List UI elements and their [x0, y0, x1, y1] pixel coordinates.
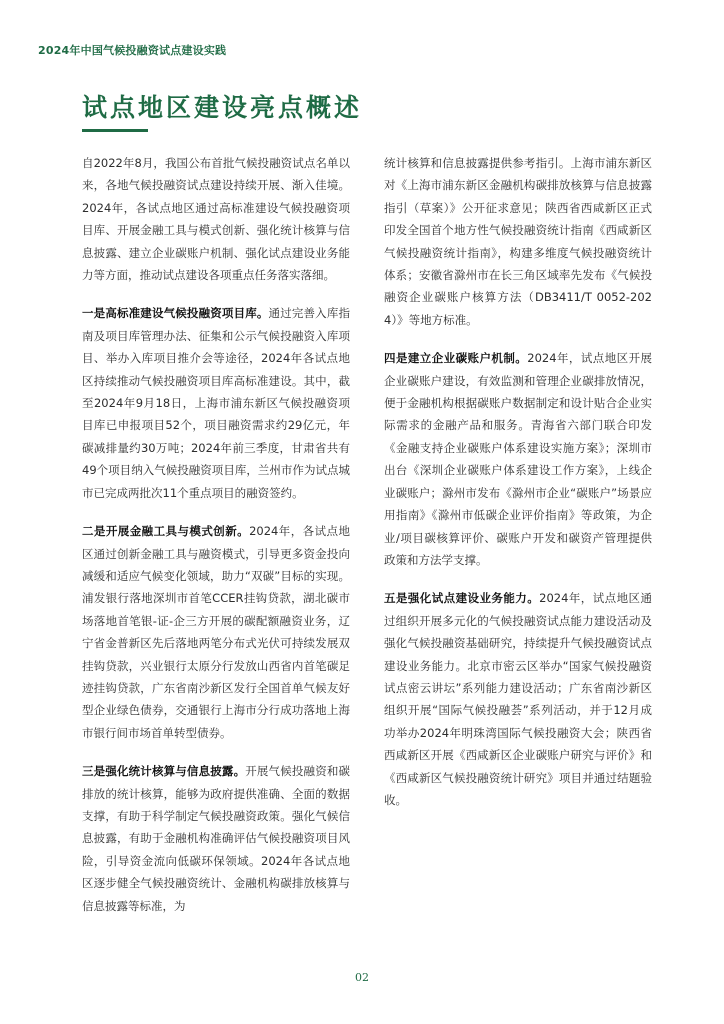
section-body: 开展气候投融资和碳排放的统计核算，能够为政府提供准确、全面的数据支撑，有助于科学制定气候投融资政策。强化气候信息披露，有助于金融机构准确评估气候投融资项目风险，引导资金流向低碳环保领域。2024年各试点地区逐步健全气候投融资统计、金融机构碳排放核算与信息披露等标准，为: [82, 764, 351, 913]
section-body: 通过完善入库指南及项目库管理办法、征集和公示气候投融资入库项目、举办入库项目推介会等途径，2024年各试点地区持续推动气候投融资项目库高标准建设。其中，截至2024年9月18日，上海市浦东新区气候投融资项目库已申报项目52个，项目融资需求约29亿元，年碳减排量约30万吨；2024年前三季度，甘肃省共有49个项目纳入气候投融资项目库，兰州市作为试点城市已完成两批次11个重点项目的融资签约。: [82, 306, 351, 500]
page-title: 试点地区建设亮点概述: [82, 93, 363, 122]
section-body: 2024年，试点地区通过组织开展多元化的气候投融资试点能力建设活动及强化气候投融资基础研究，持续提升气候投融资试点建设业务能力。北京市密云区举办“国家气候投融资试点密云讲坛”系列能力建设活动；广东省南沙新区组织开展“国际气候投融荟”系列活动，并于12月成功举办2024年明珠湾国际气候投融资大会；陕西省西咸新区开展《西咸新区企业碳账户研究与评价》和《西咸新区气候投融资统计研究》项目并通过结题验收。: [384, 591, 652, 807]
section-paragraph: [384, 587, 652, 811]
continued-paragraph: 统计核算和信息披露提供参考指引。上海市浦东新区对《上海市浦东新区金融机构碳排放核算与信息披露指引（草案）》公开征求意见；陕西省西咸新区正式印发全国首个地方性气候投融资统计指南《西咸新区气候投融资统计指南》，构建多维度气候投融资统计体系；安徽省滁州市在长三角区域率先发布《气候投融资企业碳账户核算方法（DB3411/T 0052-2024）》等地方标准。: [384, 156, 652, 327]
left-column: [82, 152, 350, 917]
section-heading: 二是开展金融工具与模式创新。: [82, 524, 250, 539]
section-body: 2024年，试点地区开展企业碳账户建设，有效监测和管理企业碳排放情况，便于金融机构根据碳账户数据制定和设计贴合企业实际需求的金融产品和服务。青海省六部门联合印发《金融支持企业碳账户体系建设实施方案》；深圳市出台《深圳企业碳账户体系建设工作方案》，上线企业碳账户；滁州市发布《滁州市企业“碳账户”场景应用指南》《滁州市低碳企业评价指南》等政策，为企业/项目碳核算评价、碳账户开发和碳资产管理提供政策和方法学支撑。: [384, 351, 653, 567]
section-body: 2024年，各试点地区通过创新金融工具与融资模式，引导更多资金投向减缓和适应气候变化领域，助力“双碳”目标的实现。浦发银行落地深圳市首笔CCER挂钩贷款，湖北碳市场落地首笔银-证-企三方开展的碳配额融资业务，辽宁省金普新区先后落地两笔分布式光伏可持续发展双挂钩贷款，兴业银行太原分行发放山西省内首笔碳足迹挂钩贷款，广东省南沙新区发行全国首单气候友好型企业绿色债券，交通银行上海市分行成功落地上海市银行间市场首单转型债券。: [82, 524, 350, 740]
section-heading: 五是强化试点建设业务能力。: [384, 591, 540, 606]
section-paragraph: [82, 520, 350, 744]
section-paragraph: [82, 760, 350, 917]
page-number: 02: [355, 971, 369, 984]
title-underline: [82, 129, 148, 132]
running-header: 2024年中国气候投融资试点建设实践: [38, 44, 227, 57]
section-paragraph: [384, 347, 652, 571]
intro-paragraph: 自2022年8月，我国公布首批气候投融资试点名单以来，各地气候投融资试点建设持续开展、渐入佳境。2024年，各试点地区通过高标准建设气候投融资项目库、开展金融工具与模式创新、强化统计核算与信息披露、建立企业碳账户机制、强化试点建设业务能力等方面，推动试点建设各项重点任务落实落细。: [82, 156, 350, 283]
section-paragraph: [82, 302, 350, 504]
section-heading: 一是高标准建设气候投融资项目库。: [82, 306, 269, 321]
section-heading: 四是建立企业碳账户机制。: [384, 351, 528, 366]
section-heading: 三是强化统计核算与信息披露。: [82, 764, 246, 779]
right-column: [384, 152, 652, 811]
